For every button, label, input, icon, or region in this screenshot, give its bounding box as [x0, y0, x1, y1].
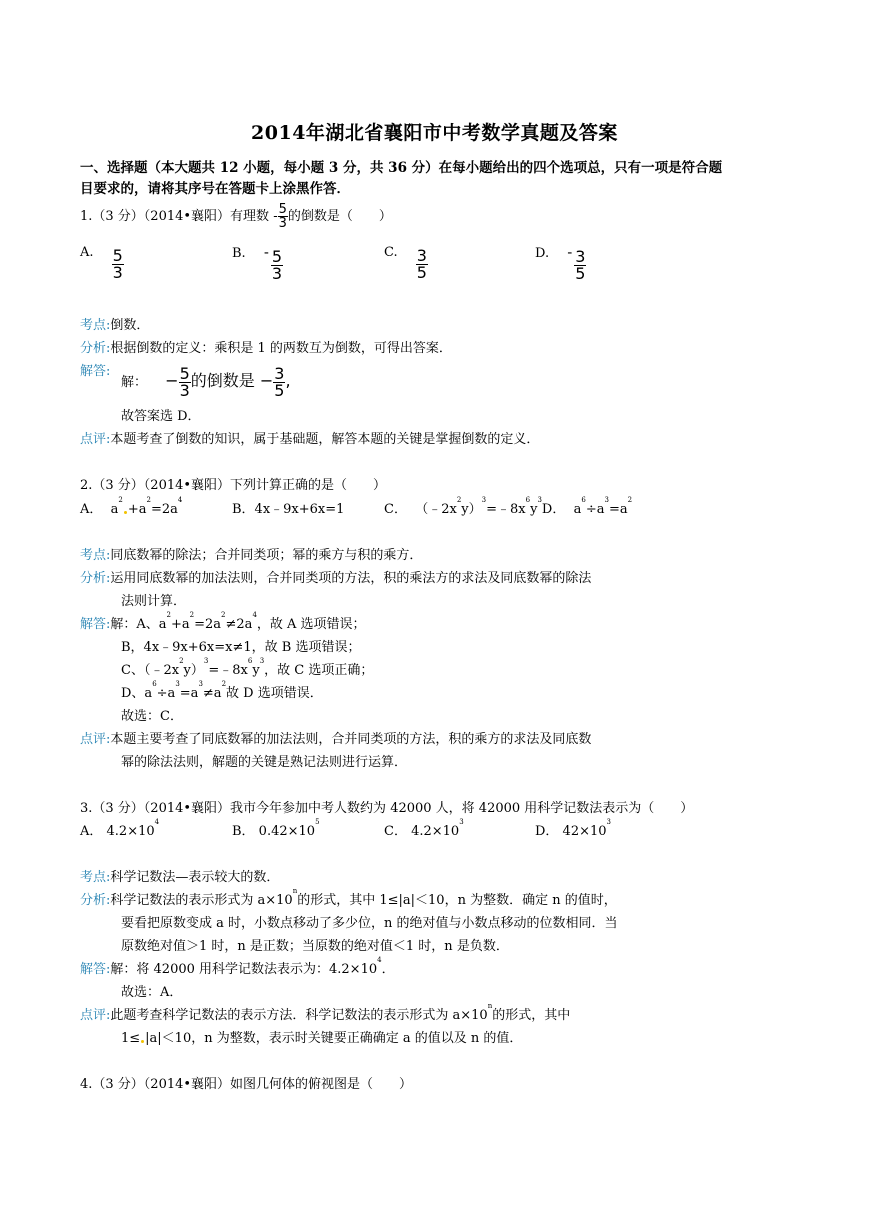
q1-jieda-math: [165, 364, 291, 400]
q2-option-a-letter: A．: [80, 502, 103, 517]
q3-fenxi-line1: 分析:科学记数法的表示形式为 $a\times 10^n$的形式，其中 1≤|a|＜10，n 为整数．确定 n 的值时，: [80, 887, 617, 908]
q2-jieda-line3: C、$(﹣2x^2y)^3=﹣8x^6y^3$，故 C 选项正确；: [121, 657, 374, 678]
q1-stem-prefix: 1.（3 分）（2014•襄阳）有理数 -: [80, 209, 278, 224]
q1-option-c-den: 5: [416, 263, 427, 282]
q3-jieda-line2: 故选：A．: [121, 985, 183, 1000]
q1-jieda-prefix: 解：: [121, 375, 148, 390]
q1-jieda-frac2-num: 3: [274, 364, 285, 383]
q1-option-a-fraction: [112, 248, 124, 281]
q1-option-c: [384, 245, 428, 281]
q3-option-c: C． $4.2\times 10^3$: [384, 818, 464, 839]
q1-jieda-frac2: [273, 366, 285, 399]
q2-option-c-letter: C．: [384, 502, 407, 517]
q3-dianping-line1: 点评:此题考查科学记数法的表示方法．科学记数法的表示形式为 $a\times 10^n$的形式，其中: [80, 1002, 571, 1023]
q1-jieda-line2: 故答案选 D．: [121, 409, 201, 424]
q1-kaodian-text: 倒数．: [110, 318, 150, 333]
q1-stem-fraction: [278, 203, 288, 230]
fenxi-label: 分析:: [80, 341, 111, 356]
q2-jieda-label: 解答:: [80, 617, 111, 632]
q3-kaodian-text: 科学记数法—表示较大的数．: [110, 870, 280, 885]
q2-dianping: [80, 728, 591, 747]
q2-fenxi-line2: 法则计算．: [121, 594, 187, 609]
q1-option-c-letter: C.: [384, 245, 398, 260]
q1-stem: [80, 203, 392, 230]
q1-option-b-letter: B.: [232, 246, 246, 261]
q3-stem: 3.（3 分）（2014•襄阳）我市今年参加中考人数约为 42000 人，将 42000 用科学记数法表示为（ ）: [80, 801, 694, 816]
q2-fenxi-label: 分析:: [80, 571, 111, 586]
q2-dianping-line1: 本题主要考查了同底数幂的加法法则，合并同类项的方法，积的乘方的求法及同底数: [110, 732, 592, 747]
q2-kaodian-text: 同底数幂的除法；合并同类项；幂的乘方与积的乘方．: [110, 548, 423, 563]
q1-stem-frac-num: 5: [278, 202, 287, 217]
section-header-line2: 目要求的，请将其序号在答题卡上涂黑作答．: [80, 181, 350, 197]
q2-jieda-line5: 故选：C．: [121, 709, 183, 724]
q2-fenxi-line1: 运用同底数幂的加法法则，合并同类项的方法，积的乘法方的求法及同底数幂的除法: [110, 571, 592, 586]
q1-jieda-frac1-den: 3: [179, 381, 190, 400]
q1-dianping-text: 本题考查了倒数的知识，属于基础题，解答本题的关键是掌握倒数的定义．: [110, 432, 540, 447]
q2-kaodian-label: 考点:: [80, 548, 111, 563]
q3-dianping-line2-text: |a|＜10，n 为整数，表示时关键要正确确定 a 的值以及 n 的值．: [145, 1031, 523, 1046]
q1-option-a-letter: A.: [80, 245, 94, 260]
q1-jieda-label-colored: 解答:: [80, 364, 111, 379]
q1-option-d-fraction: [574, 249, 586, 282]
q2-option-c-d: C． $(﹣2x^2y)^3=﹣8x^6y^3D$． $a^6\div a^3=a^2$: [384, 496, 633, 517]
q1-option-d-sign: -: [567, 245, 573, 261]
q1-jieda-line1: [121, 366, 291, 399]
q2-jieda-line4: D、$a^6\div a^3=a^3\ne a^2$故 D 选项错误．: [121, 680, 323, 701]
q1-option-a: [80, 245, 124, 281]
q1-jieda-frac2-den: 5: [274, 381, 285, 400]
q3-fenxi-line3: 原数绝对值＞1 时，n 是正数；当原数的绝对值＜1 时，n 是负数．: [121, 939, 509, 954]
q1-kaodian: [80, 314, 149, 333]
kaodian-label: 考点:: [80, 318, 111, 333]
q2-jieda-line1: 解答:解：A、$a^2+a^2=2a^2\ne 2a^4$，故 A 选项错误；: [80, 611, 366, 632]
q1-option-b-fraction: [271, 249, 283, 282]
q1-option-b-num: 5: [271, 247, 283, 266]
q3-kaodian-label: 考点:: [80, 870, 111, 885]
q1-stem-suffix: 的倒数是（ ）: [287, 209, 392, 224]
q1-option-b-den: 3: [271, 264, 283, 283]
q1-jieda-end: ,: [285, 371, 291, 390]
q3-fenxi-label: 分析:: [80, 893, 111, 908]
q1-option-c-fraction: [416, 248, 428, 281]
q3-jieda-label: 解答:: [80, 962, 111, 977]
q3-option-b: B． $0.42\times 10^5$: [232, 818, 320, 839]
section-header-line1: 一、选择题（本大题共 12 小题，每小题 3 分，共 36 分）在每小题给出的四个选项总，只有一项是符合题: [80, 160, 723, 176]
q1-jieda-frac1-num: 5: [179, 364, 190, 383]
q1-option-a-num: 5: [112, 246, 123, 265]
q1-fenxi: [80, 337, 452, 356]
q2-fenxi: [80, 567, 591, 586]
q2-dianping-line2: 幂的除法法则，解题的关键是熟记法则进行运算．: [121, 755, 408, 770]
q2-stem: 2.（3 分）（2014•襄阳）下列计算正确的是（ ）: [80, 478, 387, 493]
q1-fenxi-text: 根据倒数的定义：乘积是 1 的两数互为倒数，可得出答案．: [110, 341, 452, 356]
q1-option-d: [535, 245, 586, 282]
q3-fenxi-line2: 要看把原数变成 a 时，小数点移动了多少位，n 的绝对值与小数点移动的位数相同．当: [121, 916, 618, 931]
q1-jieda-sign1: −: [165, 371, 179, 390]
q2-jieda-line2: B，4x﹣9x+6x=x≠1，故 B 选项错误；: [121, 640, 361, 655]
q3-dianping-label: 点评:: [80, 1008, 111, 1023]
q2-kaodian: [80, 544, 422, 563]
q1-option-d-num: 3: [575, 247, 586, 266]
q2-option-b: B．4x﹣9x+6x=1: [232, 502, 345, 517]
q1-option-c-num: 3: [416, 246, 427, 265]
q1-stem-frac-den: 3: [278, 216, 287, 231]
q2-dianping-label: 点评:: [80, 732, 111, 747]
q1-dianping: [80, 428, 539, 447]
page-title: 2014年湖北省襄阳市中考数学真题及答案: [251, 122, 618, 144]
q3-option-a: A． $4.2\times 10^4$: [80, 818, 160, 839]
q1-option-b: [232, 245, 283, 282]
q3-kaodian: [80, 866, 279, 885]
dianping-label: 点评:: [80, 432, 111, 447]
q3-option-d: D． $42\times 10^3$: [535, 818, 612, 839]
q1-option-a-den: 3: [112, 263, 123, 282]
q3-jieda-line1: 解答:解：将 42000 用科学记数法表示为：$4.2\times 10^4$．: [80, 956, 395, 977]
q1-option-d-den: 5: [575, 264, 586, 283]
q1-option-b-sign: -: [263, 245, 269, 261]
q4-stem: 4.（3 分）（2014•襄阳）如图几何体的俯视图是（ ）: [80, 1077, 413, 1092]
q1-jieda-frac1: [179, 366, 191, 399]
q1-option-d-letter: D.: [535, 246, 550, 261]
q2-option-a: A． $a^2+a^2=2a^4$: [80, 496, 183, 517]
q1-jieda-mid: 的倒数是 −: [190, 371, 274, 390]
q3-dianping-line2: 1≤ |a|＜10，n 为整数，表示时关键要正确确定 a 的值以及 n 的值．: [121, 1031, 523, 1046]
